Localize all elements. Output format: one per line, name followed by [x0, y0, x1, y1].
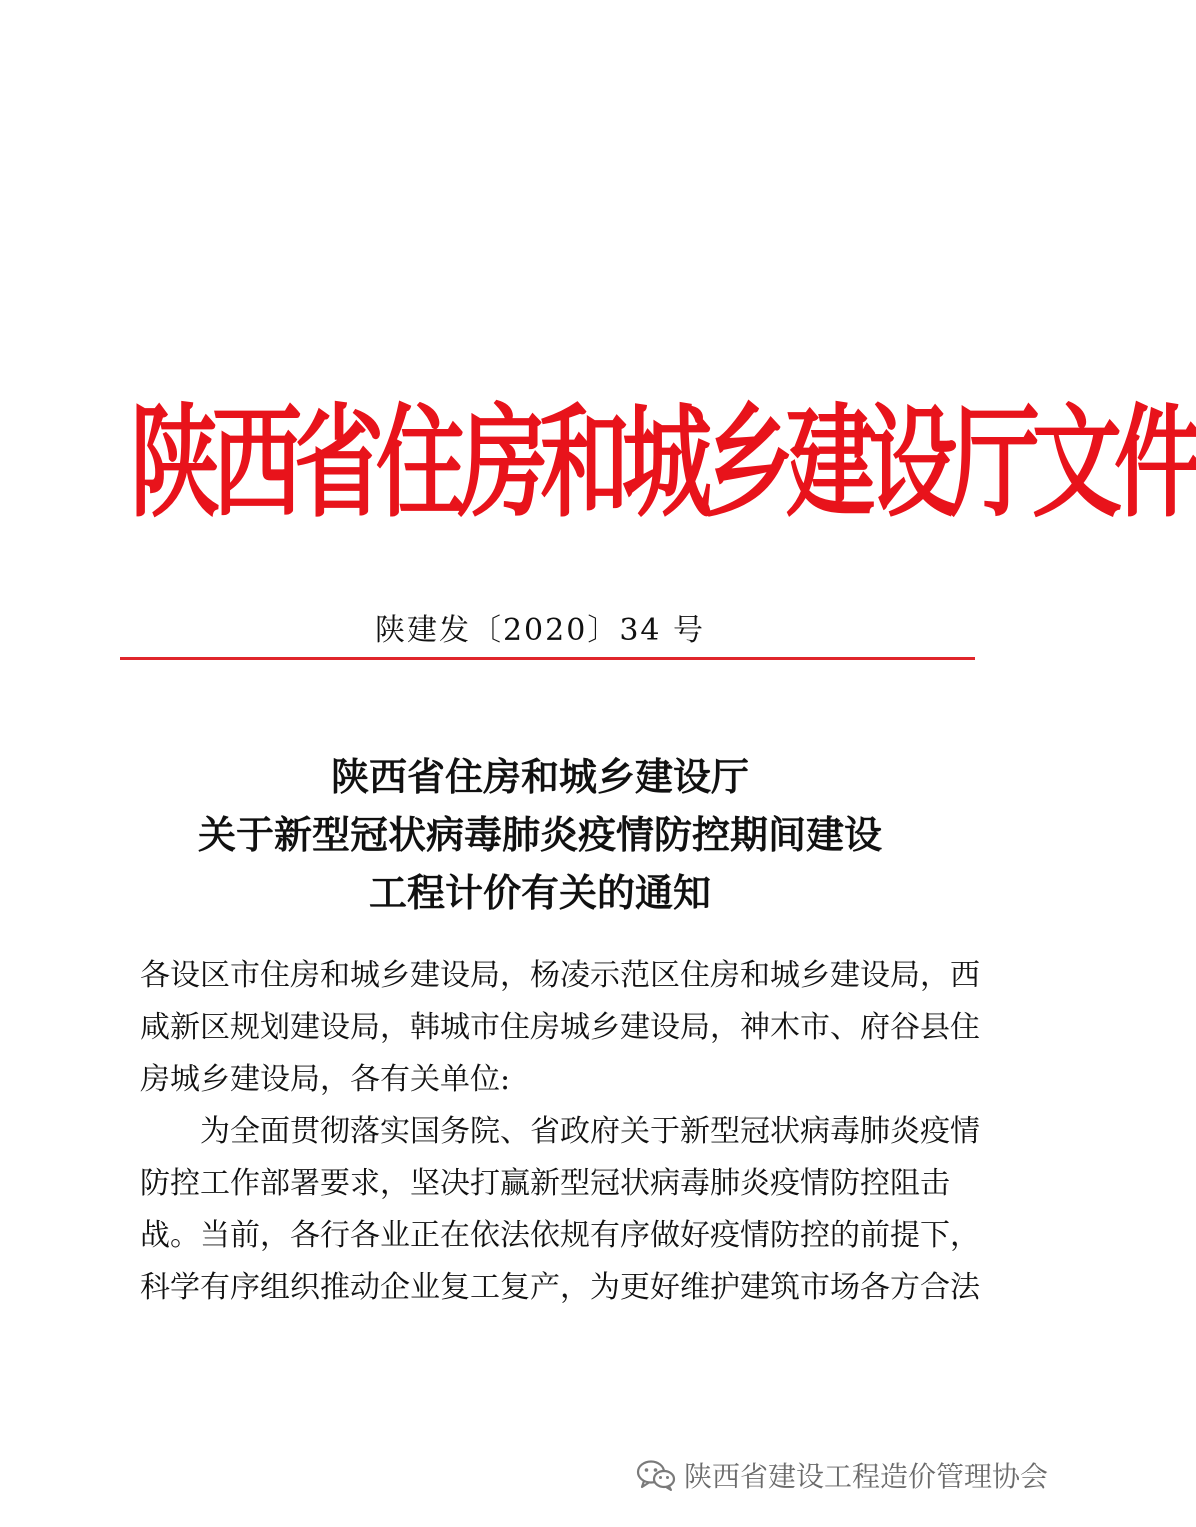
body-line: 战。当前，各行各业正在依法依规有序做好疫情防控的前提下，: [140, 1218, 980, 1253]
body-line: 咸新区规划建设局，韩城市住房城乡建设局，神木市、府谷县住: [140, 1010, 980, 1045]
notice-title: [0, 748, 1080, 922]
watermark: [636, 1455, 1048, 1495]
body-line: 各设区市住房和城乡建设局，杨凌示范区住房和城乡建设局，西: [140, 958, 980, 993]
title-line-2: 关于新型冠状病毒肺炎疫情防控期间建设: [197, 813, 882, 857]
title-line-3: 工程计价有关的通知: [368, 871, 711, 915]
body-line: 科学有序组织推动企业复工复产，为更好维护建筑市场各方合法: [140, 1270, 980, 1305]
red-divider: [120, 657, 975, 660]
masthead-title: 陕西省住房和城乡建设厅文件: [130, 391, 1196, 535]
body-line: 为全面贯彻落实国务院、省政府关于新型冠状病毒肺炎疫情: [200, 1114, 980, 1149]
body-line: 房城乡建设局，各有关单位:: [140, 1062, 511, 1097]
body-text: [140, 950, 980, 1314]
watermark-text: 陕西省建设工程造价管理协会: [683, 1460, 1048, 1493]
title-line-1: 陕西省住房和城乡建设厅: [330, 755, 749, 799]
document-number: 陕建发〔2020〕34 号: [374, 613, 706, 648]
wechat-icon: [636, 1459, 676, 1491]
body-line: 防控工作部署要求，坚决打赢新型冠状病毒肺炎疫情防控阻击: [140, 1166, 950, 1201]
